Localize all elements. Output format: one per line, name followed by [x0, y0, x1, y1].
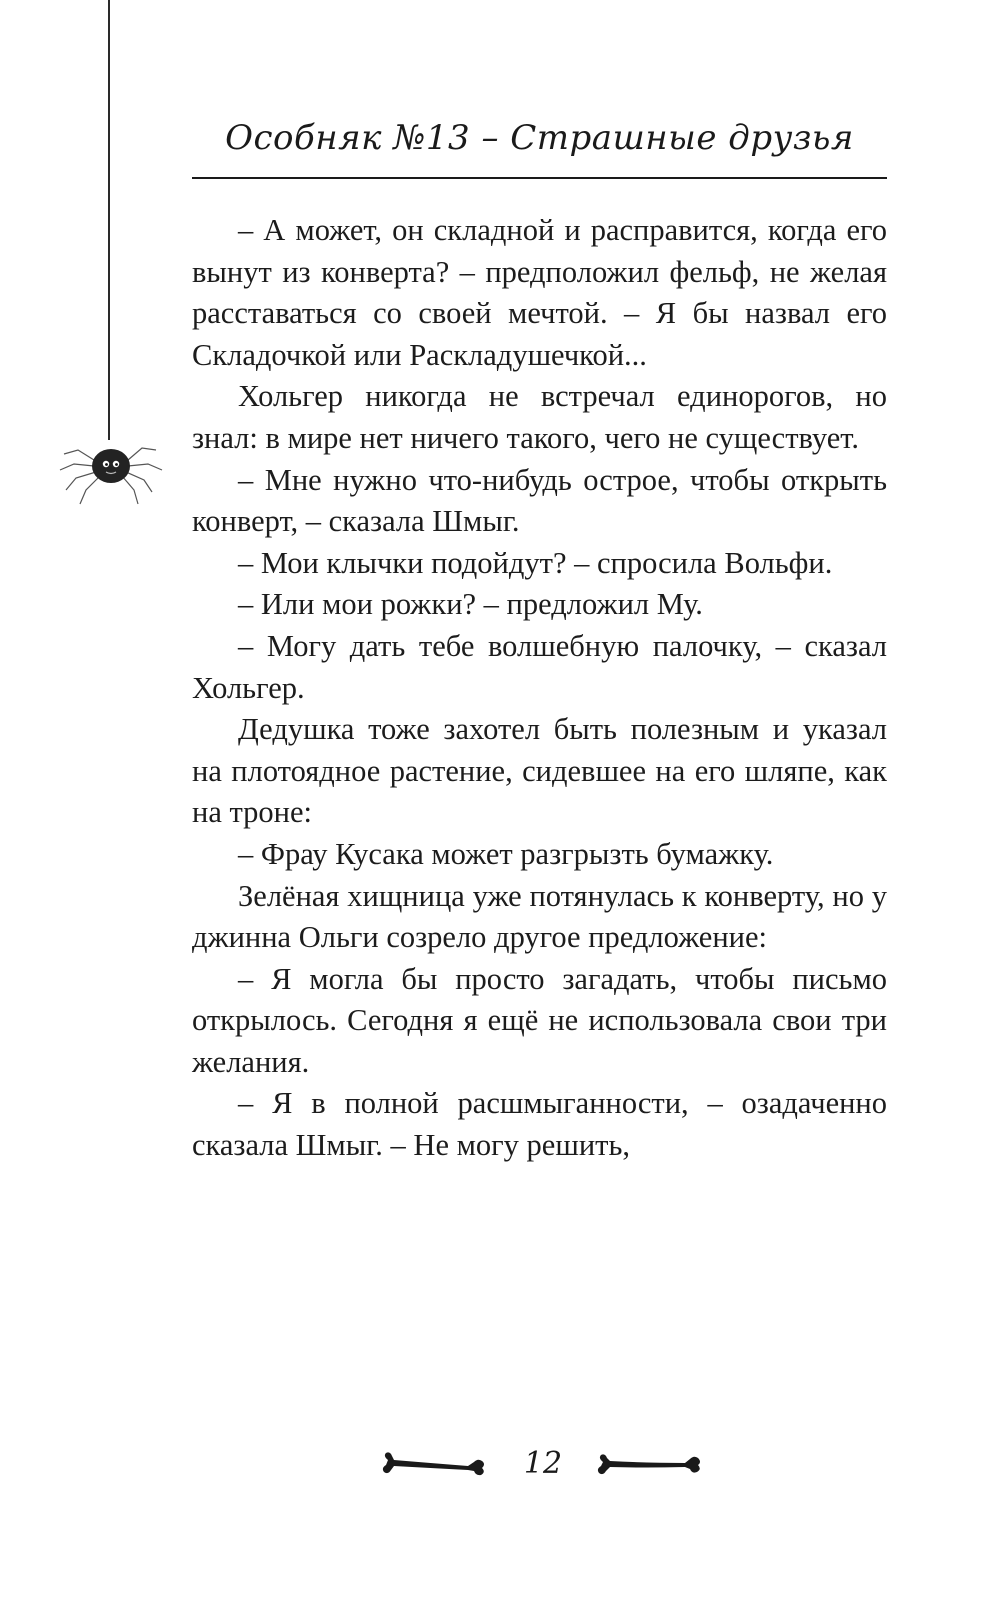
body-text — [192, 210, 887, 1167]
paragraph: – Или мои рожки? – предложил Му. — [238, 587, 703, 622]
page-number: 12 — [523, 1446, 563, 1481]
paragraph: – Мои клычки подойдут? – спросила Вольфи. — [238, 545, 833, 580]
page-footer — [380, 1440, 710, 1490]
paragraph: – Я могла бы просто загадать, чтобы письмо открылось. Сегодня я ещё не использовала свои три желания. — [192, 961, 887, 1079]
paragraph: – Фрау Кусака может разгрызть бумажку. — [238, 836, 774, 871]
paragraph: – Могу дать тебе волшебную палочку, – сказал Хольгер. — [192, 628, 887, 705]
spider-icon — [56, 420, 166, 510]
paragraph: – Мне нужно что-нибудь острое, чтобы открыть конверт, – сказала Шмыг. — [192, 462, 887, 539]
spider-thread — [108, 0, 110, 440]
paragraph: – А может, он складной и расправится, когда его вынут из конверта? – предположил фельф, не желая расставаться со своей мечтой. – Я бы назвал его Складочкой или Раскладушечкой... — [192, 213, 887, 372]
bone-icon — [595, 1450, 705, 1478]
running-title: Особняк №13 – Страшные друзья — [225, 118, 854, 158]
paragraph: Зелёная хищница уже потянулась к конверту, но у джинна Ольги созрело другое предложение: — [192, 878, 887, 955]
header-rule — [192, 177, 887, 179]
paragraph: – Я в полной расшмыганности, – озадаченно сказала Шмыг. – Не могу решить, — [192, 1086, 887, 1163]
paragraph: Дедушка тоже захотел быть полезным и указал на плотоядное растение, сидевшее на его шляпе, как на троне: — [192, 712, 887, 830]
bone-icon — [380, 1450, 490, 1478]
paragraph: Хольгер никогда не встречал единорогов, но знал: в мире нет ничего такого, чего не существует. — [192, 379, 887, 455]
